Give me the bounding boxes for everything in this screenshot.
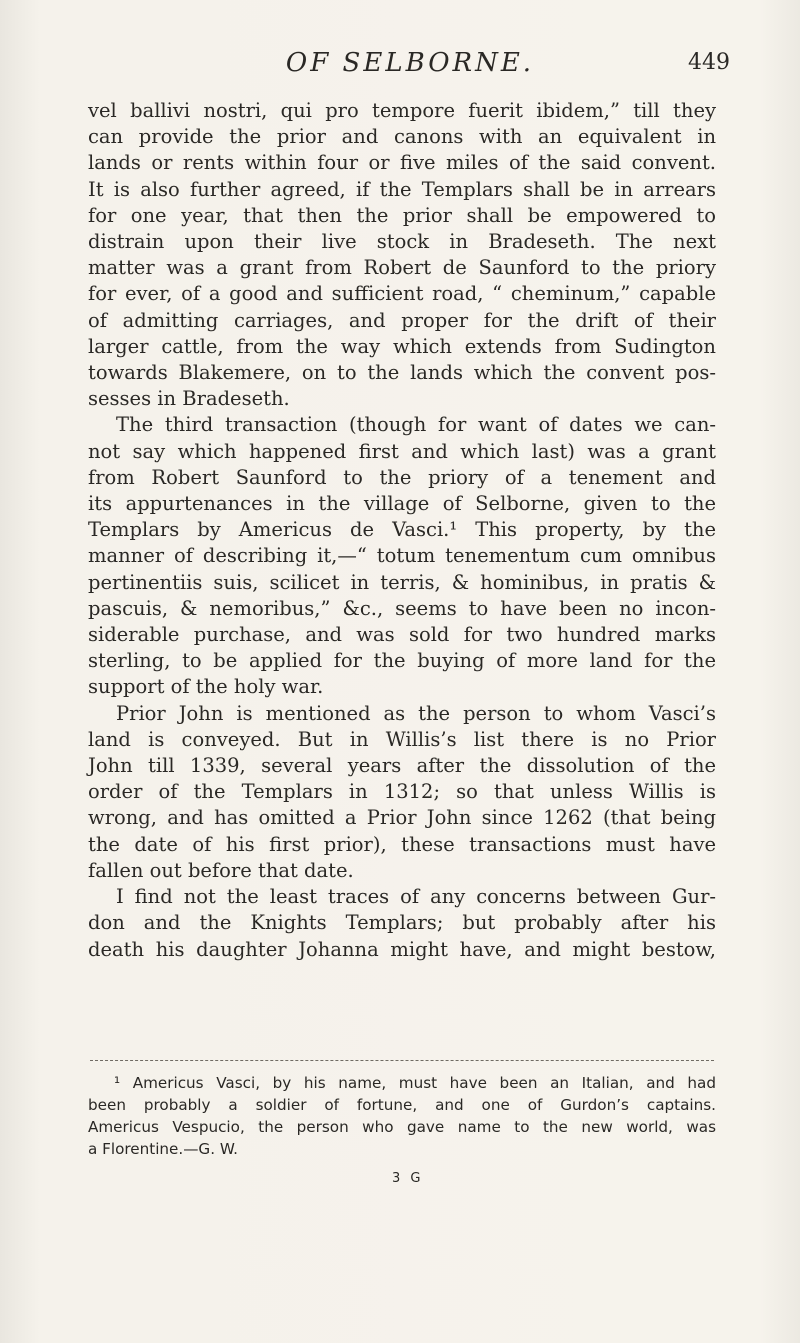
text-line: death his daughter Johanna might have, and might bestow, (88, 937, 716, 961)
text-line: It is also further agreed, if the Templars shall be in arrears (88, 177, 716, 201)
text-line: John till 1339, several years after the dissolution of the (88, 754, 716, 778)
text-line: the date of his first prior), these transactions must have (88, 832, 716, 856)
page-header (90, 48, 730, 84)
text-line: sesses in Bradeseth. (88, 387, 290, 411)
text-line: pascuis, & nemoribus,” &c., seems to have been no incon- (88, 596, 716, 620)
text-line: from Robert Saunford to the priory of a tenement and (88, 465, 716, 489)
footnote-line: Americus Vespucio, the person who gave name to the new world, was (88, 1118, 716, 1136)
footnote-divider (90, 1060, 714, 1061)
text-line: sterling, to be applied for the buying of more land for the (88, 649, 716, 673)
text-line: lands or rents within four or five miles of the said convent. (88, 151, 716, 175)
text-line: towards Blakemere, on to the lands which the convent pos- (88, 361, 716, 385)
text-line: its appurtenances in the village of Selborne, given to the (88, 492, 716, 516)
text-line: pertinentiis suis, scilicet in terris, & hominibus, in pratis & (88, 570, 716, 594)
text-line: for one year, that then the prior shall be empowered to (88, 203, 716, 227)
text-line: larger cattle, from the way which extends from Sudington (88, 334, 716, 358)
footnote-line: been probably a soldier of fortune, and one of Gurdon’s captains. (88, 1096, 716, 1114)
text-line: I find not the least traces of any concerns between Gur- (116, 885, 716, 909)
text-line: manner of describing it,—“ totum tenementum cum omnibus (88, 544, 716, 568)
text-line: Templars by Americus de Vasci.¹ This property, by the (88, 518, 716, 542)
footnote-line: ¹ Americus Vasci, by his name, must have been an Italian, and had (114, 1074, 716, 1092)
text-line: order of the Templars in 1312; so that unless Willis is (88, 780, 716, 804)
text-line: not say which happened first and which last) was a grant (88, 439, 716, 463)
running-title: OF SELBORNE. (285, 48, 535, 78)
page-number: 449 (688, 50, 730, 75)
footnote (88, 1072, 716, 1160)
text-line: for ever, of a good and sufficient road, “ cheminum,” capable (88, 282, 716, 306)
signature-mark: 3 G (392, 1171, 424, 1186)
text-line: support of the holy war. (88, 675, 324, 699)
text-line: can provide the prior and canons with an equivalent in (88, 125, 716, 149)
text-line: wrong, and has omitted a Prior John since 1262 (that being (88, 806, 716, 830)
text-line: distrain upon their live stock in Bradeseth. The next (88, 230, 716, 254)
text-line: The third transaction (though for want of dates we can- (116, 413, 716, 437)
text-line: matter was a grant from Robert de Saunford to the priory (88, 256, 716, 280)
text-line: don and the Knights Templars; but probably after his (88, 911, 716, 935)
text-line: fallen out before that date. (88, 858, 354, 882)
text-line: siderable purchase, and was sold for two hundred marks (88, 623, 716, 647)
main-text (88, 98, 716, 963)
text-line: Prior John is mentioned as the person to whom Vasci’s (116, 701, 716, 725)
text-line: vel ballivi nostri, qui pro tempore fuerit ibidem,” till they (88, 99, 716, 122)
footnote-line: a Florentine.—G. W. (88, 1140, 238, 1158)
text-line: land is conveyed. But in Willis’s list there is no Prior (88, 727, 716, 751)
text-line: of admitting carriages, and proper for the drift of their (88, 308, 716, 332)
